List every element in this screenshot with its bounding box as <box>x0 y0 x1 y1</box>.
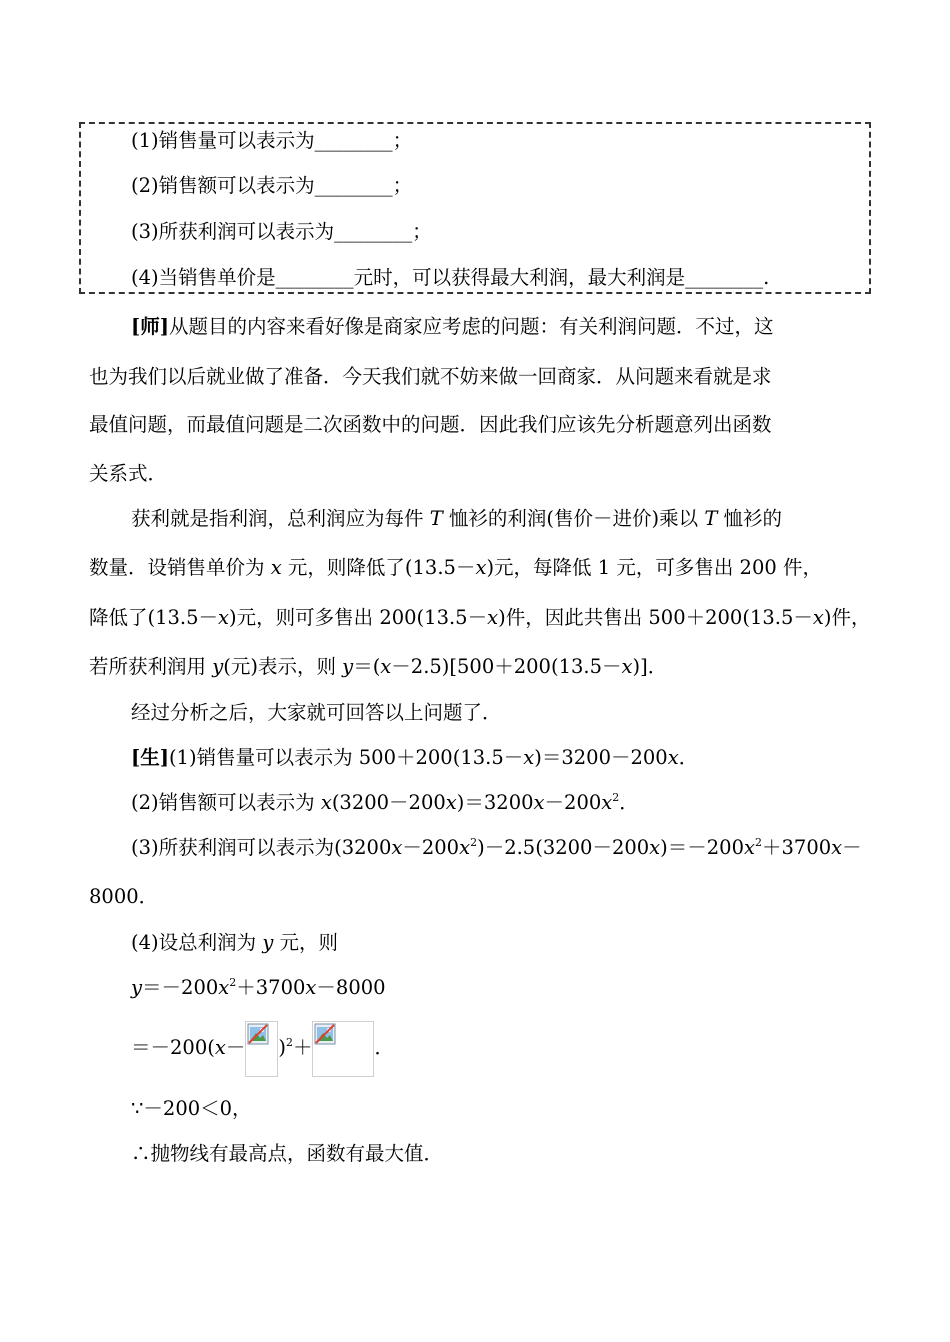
teacher-line-4: 关系式． <box>89 462 168 485</box>
student-answer-4: (4)设总利润为 y 元，则 <box>131 931 339 954</box>
broken-image-icon <box>312 1021 374 1077</box>
student-answer-3: (3)所获利润可以表示为$(3200x-200x^2)-2.5(3200-200x)=-200x^2+3700x-$ <box>131 836 862 859</box>
student-answer-2: (2)销售额可以表示为 $x(3200-200x)=3200x-200x^2$． <box>131 791 639 814</box>
teacher-line-1: [师]从题目的内容来看好像是商家应考虑的问题：有关利润问题．不过，这 <box>131 315 774 338</box>
because-line: ∵－200＜0， <box>131 1097 252 1120</box>
question-item-3: (3)所获利润可以表示为________； <box>131 220 432 243</box>
equation-line-2: ＝－200(x－ )$^2$＋ ． <box>131 1020 394 1077</box>
analysis-line-3: 降低了(13.5－x)元，则可多售出 200(13.5－x)件，因此共售出 500＋200(13.5－x)件， <box>89 606 871 629</box>
therefore-line: ∴抛物线有最高点，函数有最大值． <box>131 1142 444 1165</box>
question-item-1: (1)销售量可以表示为________； <box>131 129 413 152</box>
teacher-line-2: 也为我们以后就业做了准备．今天我们就不妨来做一回商家．从问题来看就是求 <box>89 365 772 388</box>
student-answer-1: [生](1)销售量可以表示为 500＋200(13.5－x)＝3200－200x． <box>131 746 699 769</box>
broken-image-icon <box>245 1021 278 1077</box>
analysis-line-1: 获利就是指利润，总利润应为每件 T 恤衫的利润(售价－进价)乘以 T 恤衫的 <box>131 507 783 530</box>
equation-line-1: $y=-200x^2+3700x-8000$ <box>131 976 386 999</box>
question-item-4: (4)当销售单价是________元时，可以获得最大利润，最大利润是________. <box>131 266 770 289</box>
analysis-line-2: 数量．设销售单价为 x 元，则降低了(13.5－x)元，每降低 1 元，可多售出 200 件， <box>89 556 822 579</box>
teacher-tag: [师] <box>131 315 169 338</box>
analysis-line-5: 经过分析之后，大家就可回答以上问题了． <box>131 701 502 724</box>
analysis-line-4: 若所获利润用 y(元)表示，则 y＝(x－2.5)[500＋200(13.5－x)]． <box>89 655 668 678</box>
teacher-line-3: 最值问题，而最值问题是二次函数中的问题．因此我们应该先分析题意列出函数 <box>89 413 772 436</box>
student-tag: [生] <box>131 746 169 769</box>
student-answer-3-cont: 8000． <box>89 885 159 908</box>
question-item-2: (2)销售额可以表示为________； <box>131 174 413 197</box>
